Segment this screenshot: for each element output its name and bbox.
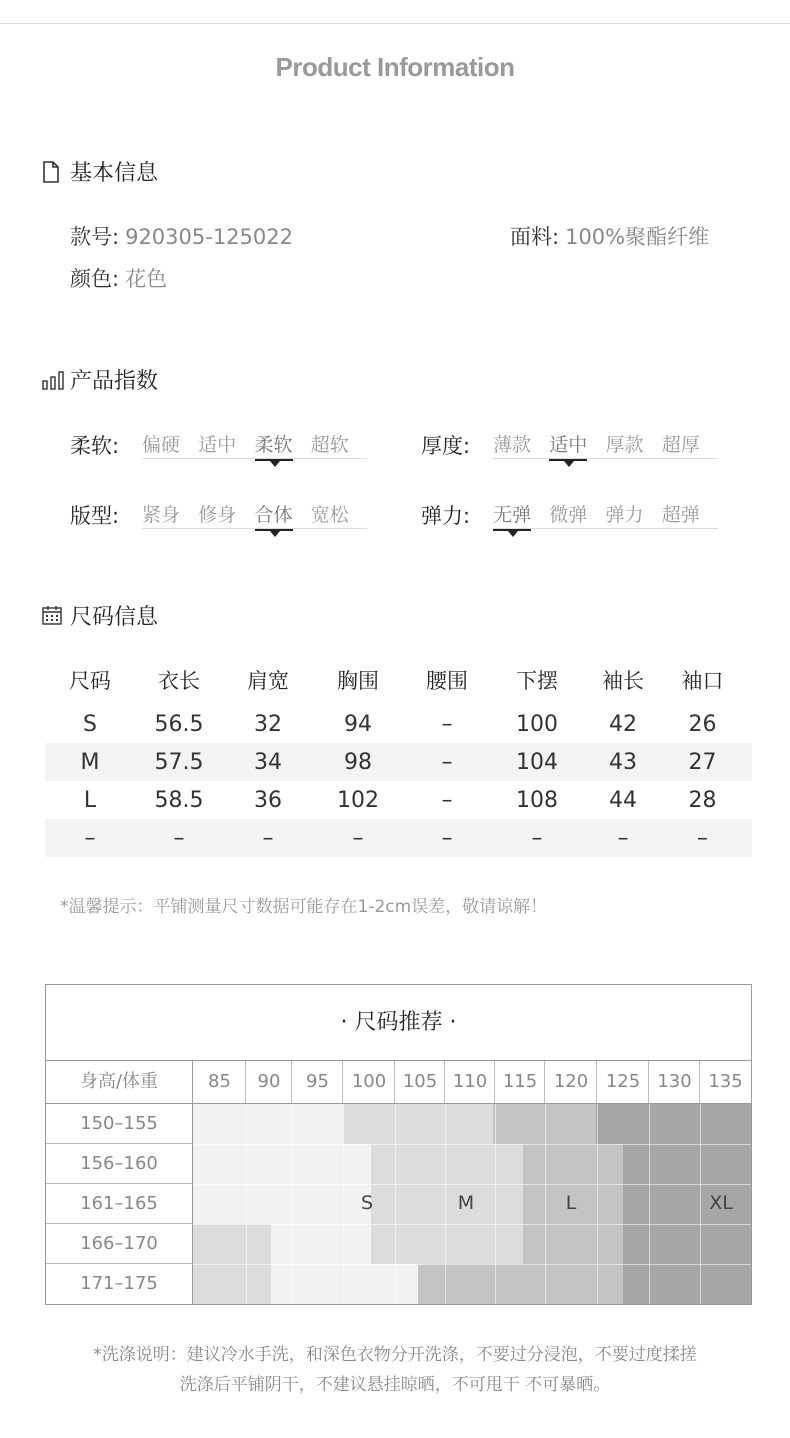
size-zone-label: L (565, 1192, 577, 1214)
thickness-label: 厚度: (421, 434, 471, 458)
document-icon (42, 161, 62, 183)
thickness-option-selected: 适中 (549, 430, 605, 458)
thickness-option: 超厚 (661, 434, 700, 456)
wash-note-line-2: 洗涤后平铺阴干，不建议悬挂晾晒，不可甩干 不可暴晒。 (179, 1375, 611, 1395)
table-cell: – (531, 825, 543, 851)
header-divider (245, 1061, 246, 1103)
header-divider (494, 1061, 495, 1103)
weight-label: 125 (605, 1071, 641, 1092)
table-cell: – (441, 825, 453, 851)
wash-note-line-1: *洗涤说明：建议冷水手洗，和深色衣物分开洗涤，不要过分浸泡，不要过度揉搓 (93, 1345, 697, 1365)
softness-label: 柔软: (70, 434, 120, 458)
corner-label: 身高/体重 (79, 1071, 159, 1092)
weight-label: 135 (708, 1071, 743, 1092)
table-cell: L (83, 787, 97, 813)
grid-line (246, 1104, 247, 1304)
zone-xl (623, 1224, 751, 1264)
fit-label: 版型: (70, 504, 120, 528)
size-zone-label: M (457, 1192, 475, 1214)
table-header-cell: 尺码 (69, 669, 111, 693)
fabric-value: 100%聚酯纤维 (565, 225, 710, 249)
table-header-cell: 腰围 (426, 669, 468, 693)
fit-option: 修身 (198, 504, 237, 526)
grid-line (193, 1184, 751, 1185)
table-cell: – (441, 749, 453, 775)
table-cell: – (617, 825, 629, 851)
table-cell: M (80, 749, 100, 775)
recommend-grid (193, 1104, 751, 1304)
table-row (45, 705, 752, 743)
grid-line (193, 1264, 751, 1265)
softness-scale (142, 430, 367, 459)
weight-label: 100 (351, 1071, 387, 1092)
table-cell: 32 (254, 711, 282, 737)
fit-scale (142, 500, 367, 529)
table-header-cell: 袖长 (602, 669, 644, 693)
weight-label: 130 (657, 1071, 692, 1092)
header-divider (648, 1061, 649, 1103)
height-label: 171–175 (80, 1273, 158, 1294)
weight-label: 90 (257, 1071, 281, 1092)
elasticity-scale (493, 500, 718, 529)
zone-xl (623, 1264, 751, 1304)
product-index-heading (42, 364, 158, 395)
softness-option: 偏硬 (142, 434, 181, 456)
fit-option: 紧身 (142, 504, 181, 526)
table-cell: 28 (688, 787, 717, 813)
weight-label: 85 (208, 1071, 231, 1092)
size-recommendation (45, 984, 752, 1305)
style-number-label: 款号: (70, 225, 120, 249)
header-divider (544, 1061, 545, 1103)
softness-option: 超软 (310, 434, 349, 456)
height-label: 161–165 (80, 1193, 158, 1214)
size-zone-label: XL (709, 1192, 733, 1214)
size-zone-label: S (360, 1192, 374, 1214)
zone-m (371, 1224, 523, 1264)
row-divider (46, 1143, 192, 1144)
table-header-cell: 胸围 (337, 669, 379, 693)
table-cell: – (352, 825, 364, 851)
table-cell: 102 (337, 787, 379, 813)
table-cell: 98 (344, 749, 372, 775)
zone-s (193, 1144, 371, 1184)
zone-xl (623, 1144, 751, 1184)
basic-info-title: 基本信息 (70, 161, 159, 186)
thickness-option: 厚款 (605, 434, 644, 456)
zone-s (193, 1104, 343, 1144)
style-number-value: 920305-125022 (125, 225, 293, 249)
header-divider (291, 1061, 292, 1103)
page-title: Product Information (275, 52, 515, 82)
zone-l (523, 1144, 623, 1184)
softness-option: 适中 (198, 434, 237, 456)
style-number (70, 221, 293, 251)
header-divider (699, 1061, 700, 1103)
grid-line (193, 1224, 751, 1225)
zone-s (271, 1224, 371, 1264)
zone-l (523, 1224, 623, 1264)
table-cell: – (173, 825, 185, 851)
zone-m (193, 1224, 271, 1264)
table-cell: 27 (688, 749, 717, 775)
grid-line (649, 1104, 650, 1304)
bar-chart-icon (42, 369, 62, 391)
fabric-label: 面料: (510, 225, 560, 249)
elasticity-option: 微弹 (549, 504, 588, 526)
table-header-cell: 肩宽 (247, 669, 289, 693)
size-table (45, 655, 752, 857)
fabric (510, 221, 709, 251)
elasticity-label: 弹力: (421, 504, 471, 528)
header-divider (342, 1061, 343, 1103)
row-divider (46, 1183, 192, 1184)
zone-l (418, 1264, 623, 1304)
grid-line (193, 1144, 751, 1145)
row-divider (46, 1263, 192, 1264)
table-row (45, 781, 752, 819)
calendar-icon (42, 605, 62, 627)
elasticity-option-selected: 无弹 (493, 500, 549, 528)
thickness-scale (493, 430, 718, 459)
basic-info-heading (42, 156, 158, 187)
grid-line (292, 1104, 293, 1304)
weight-label: 110 (452, 1071, 488, 1092)
table-cell: 43 (609, 749, 637, 775)
size-info-title: 尺码信息 (70, 605, 159, 630)
softness-option-selected: 柔软 (255, 430, 311, 458)
elasticity-option: 超弹 (661, 504, 700, 526)
table-cell: 108 (516, 787, 558, 813)
table-cell: 104 (516, 749, 558, 775)
table-header-cell: 下摆 (516, 669, 558, 693)
top-divider (0, 23, 790, 24)
height-label: 156–160 (80, 1153, 158, 1174)
size-info-heading (42, 600, 158, 631)
weight-label: 120 (553, 1071, 589, 1092)
color-value: 花色 (125, 267, 168, 291)
table-header-cell: 袖口 (681, 669, 724, 693)
zone-m (343, 1104, 493, 1144)
zone-m (371, 1144, 523, 1184)
color-label: 颜色: (70, 267, 120, 291)
table-header-cell: 衣长 (158, 669, 200, 693)
table-cell: 94 (344, 711, 372, 737)
weight-header-row (46, 1061, 751, 1104)
table-cell: – (441, 787, 453, 813)
table-cell: 26 (688, 711, 717, 737)
zone-xl (596, 1104, 751, 1144)
header-divider (596, 1061, 597, 1103)
table-cell: 57.5 (154, 749, 204, 775)
header-divider (394, 1061, 395, 1103)
elasticity-option: 弹力 (605, 504, 644, 526)
weight-label: 115 (502, 1071, 538, 1092)
zone-m (193, 1264, 271, 1304)
color (70, 263, 167, 293)
table-cell: 58.5 (154, 787, 204, 813)
table-cell: 36 (254, 787, 282, 813)
table-cell: – (262, 825, 274, 851)
product-index-title: 产品指数 (70, 369, 159, 394)
table-cell: – (84, 825, 96, 851)
weight-label: 105 (402, 1071, 438, 1092)
table-cell: 44 (609, 787, 637, 813)
recommend-title: · 尺码推荐 · (46, 985, 751, 1061)
table-header-row (45, 655, 752, 705)
fit-option: 宽松 (310, 504, 349, 526)
table-cell: S (83, 711, 97, 737)
measurement-note: *温馨提示：平铺测量尺寸数据可能存在1-2cm误差，敬请谅解！ (60, 897, 548, 917)
header-divider (444, 1061, 445, 1103)
table-row (45, 819, 752, 857)
table-cell: 100 (516, 711, 558, 737)
row-divider (46, 1223, 192, 1224)
table-cell: 42 (609, 711, 637, 737)
fit-option-selected: 合体 (255, 500, 311, 528)
height-label: 150–155 (80, 1113, 158, 1134)
table-cell: 56.5 (154, 711, 204, 737)
thickness-option: 薄款 (493, 434, 532, 456)
table-cell: – (697, 825, 708, 851)
height-label: 166–170 (80, 1233, 158, 1254)
weight-label: 95 (306, 1071, 329, 1092)
table-cell: – (441, 711, 453, 737)
table-row (45, 743, 752, 781)
table-cell: 34 (254, 749, 282, 775)
